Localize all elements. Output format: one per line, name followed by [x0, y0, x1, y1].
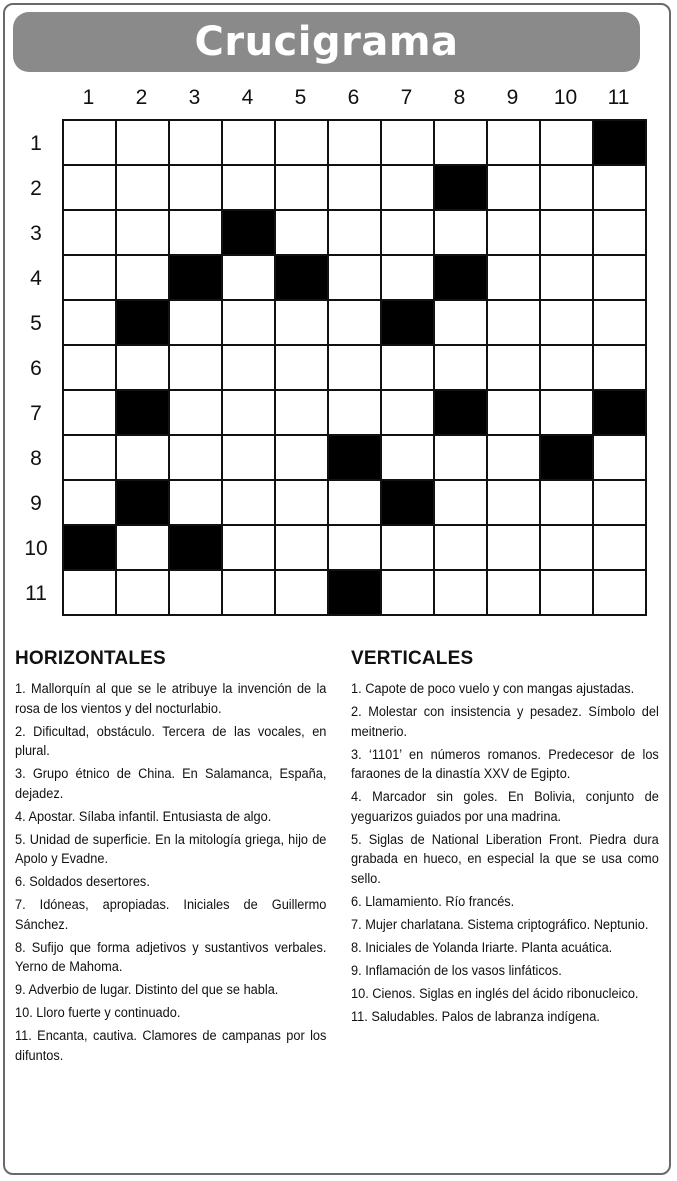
answer-cell[interactable] [329, 121, 382, 166]
column-number: 6 [347, 86, 360, 109]
verticales-clue: 6. Llamamiento. Río francés. [351, 893, 515, 910]
answer-cell[interactable] [541, 391, 594, 436]
answer-cell[interactable] [170, 211, 223, 256]
answer-cell[interactable] [170, 121, 223, 166]
verticales-clue: 2. Molestar con insistencia y pesadez. Símbolo del meitnerio. [351, 704, 659, 740]
verticales-clue: 1. Capote de poco vuelo y con mangas ajustadas. [351, 681, 635, 697]
verticales-clue: 3. ‘1101’ en números romanos. Predecesor de los faraones de la dinastía XXV de Egipto. [351, 746, 659, 782]
answer-cell[interactable] [170, 166, 223, 211]
verticales-heading: VERTICALES [351, 648, 474, 669]
answer-cell[interactable] [223, 256, 276, 301]
verticales-clue: 10. Cienos. Siglas en inglés del ácido ribonucleico. [351, 985, 639, 1002]
answer-cell[interactable] [329, 391, 382, 436]
answer-cell[interactable] [541, 481, 594, 526]
answer-cell[interactable] [64, 256, 117, 301]
black-cell [435, 256, 488, 301]
column-number: 8 [453, 86, 466, 109]
answer-cell[interactable] [170, 481, 223, 526]
answer-cell[interactable] [488, 346, 541, 391]
answer-cell[interactable] [223, 166, 276, 211]
black-cell [170, 526, 223, 571]
answer-cell[interactable] [170, 571, 223, 616]
answer-cell[interactable] [541, 121, 594, 166]
verticales-clue: 8. Iniciales de Yolanda Iriarte. Planta acuática. [351, 939, 613, 956]
answer-cell[interactable] [594, 526, 647, 571]
horizontales-clue: 2. Dificultad, obstáculo. Tercera de las vocales, en plural. [15, 723, 327, 759]
row-number: 6 [30, 356, 42, 380]
row-number: 11 [25, 581, 47, 605]
black-cell [435, 166, 488, 211]
answer-cell[interactable] [170, 391, 223, 436]
answer-cell[interactable] [276, 121, 329, 166]
answer-cell[interactable] [382, 391, 435, 436]
answer-cell[interactable] [382, 121, 435, 166]
answer-cell[interactable] [170, 301, 223, 346]
black-cell [329, 436, 382, 481]
horizontales-section [15, 648, 327, 1070]
row-number: 7 [30, 401, 42, 425]
answer-cell[interactable] [435, 526, 488, 571]
answer-cell[interactable] [64, 121, 117, 166]
answer-cell[interactable] [488, 571, 541, 616]
answer-cell[interactable] [594, 256, 647, 301]
answer-cell[interactable] [117, 436, 170, 481]
answer-cell[interactable] [329, 166, 382, 211]
answer-cell[interactable] [382, 571, 435, 616]
black-cell [594, 121, 647, 166]
black-cell [117, 391, 170, 436]
title-banner [13, 12, 640, 72]
horizontales-clue: 1. Mallorquín al que se le atribuye la invención de la rosa de los vientos y del nocturlabio. [15, 681, 327, 717]
answer-cell[interactable] [276, 481, 329, 526]
answer-cell[interactable] [488, 121, 541, 166]
black-cell [541, 436, 594, 481]
horizontales-clue: 9. Adverbio de lugar. Distinto del que se habla. [15, 982, 279, 998]
answer-cell[interactable] [435, 211, 488, 256]
horizontales-clue: 6. Soldados desertores. [15, 874, 150, 890]
answer-cell[interactable] [329, 481, 382, 526]
answer-cell[interactable] [382, 346, 435, 391]
answer-cell[interactable] [117, 571, 170, 616]
answer-cell[interactable] [329, 346, 382, 391]
row-number: 5 [30, 311, 42, 335]
answer-cell[interactable] [276, 166, 329, 211]
horizontales-clue: 11. Encanta, cautiva. Clamores de campanas por los difuntos. [15, 1028, 327, 1064]
column-number: 2 [135, 86, 148, 109]
row-number: 10 [24, 536, 48, 560]
answer-cell[interactable] [594, 301, 647, 346]
answer-cell[interactable] [117, 211, 170, 256]
black-cell [117, 301, 170, 346]
answer-cell[interactable] [329, 256, 382, 301]
answer-cell[interactable] [435, 571, 488, 616]
answer-cell[interactable] [435, 346, 488, 391]
black-cell [329, 571, 382, 616]
answer-cell[interactable] [64, 571, 117, 616]
black-cell [64, 526, 117, 571]
answer-cell[interactable] [329, 526, 382, 571]
answer-cell[interactable] [541, 571, 594, 616]
answer-cell[interactable] [541, 166, 594, 211]
answer-cell[interactable] [223, 346, 276, 391]
answer-cell[interactable] [488, 436, 541, 481]
row-number: 3 [30, 221, 42, 245]
answer-cell[interactable] [488, 211, 541, 256]
answer-cell[interactable] [382, 436, 435, 481]
answer-cell[interactable] [329, 301, 382, 346]
answer-cell[interactable] [223, 526, 276, 571]
answer-cell[interactable] [276, 436, 329, 481]
row-number: 1 [30, 131, 42, 155]
answer-cell[interactable] [64, 211, 117, 256]
row-number: 8 [30, 446, 42, 470]
answer-cell[interactable] [117, 256, 170, 301]
column-number: 3 [188, 86, 201, 109]
answer-cell[interactable] [276, 571, 329, 616]
horizontales-clue: 10. Lloro fuerte y continuado. [15, 1005, 181, 1021]
horizontales-clue: 7. Idóneas, apropiadas. Iniciales de Guillermo Sánchez. [15, 897, 327, 933]
column-number: 7 [400, 86, 413, 109]
horizontales-list [15, 680, 327, 1066]
answer-cell[interactable] [594, 166, 647, 211]
answer-cell[interactable] [223, 121, 276, 166]
row-number: 2 [30, 176, 42, 200]
answer-cell[interactable] [276, 346, 329, 391]
answer-cell[interactable] [276, 301, 329, 346]
answer-cell[interactable] [223, 436, 276, 481]
answer-cell[interactable] [117, 166, 170, 211]
answer-cell[interactable] [329, 211, 382, 256]
answer-cell[interactable] [223, 571, 276, 616]
verticales-clue: 11. Saludables. Palos de labranza indígena. [351, 1008, 600, 1025]
answer-cell[interactable] [170, 436, 223, 481]
black-cell [117, 481, 170, 526]
answer-cell[interactable] [382, 526, 435, 571]
answer-cell[interactable] [541, 211, 594, 256]
row-number: 9 [30, 491, 42, 515]
verticales-list [351, 680, 659, 1027]
answer-cell[interactable] [488, 301, 541, 346]
verticales-clue: 9. Inflamación de los vasos linfáticos. [351, 962, 562, 979]
verticales-clue: 5. Siglas de National Liberation Front. Piedra dura grabada en hueco, en especial la que se usa como sello. [351, 831, 659, 887]
answer-cell[interactable] [223, 301, 276, 346]
verticales-section [351, 648, 659, 1031]
column-number: 10 [553, 86, 578, 109]
column-number: 4 [241, 86, 254, 109]
black-cell [382, 301, 435, 346]
answer-cell[interactable] [435, 301, 488, 346]
answer-cell[interactable] [170, 346, 223, 391]
black-cell [223, 211, 276, 256]
answer-cell[interactable] [435, 121, 488, 166]
answer-cell[interactable] [488, 481, 541, 526]
column-number: 9 [506, 86, 519, 109]
answer-cell[interactable] [117, 346, 170, 391]
page-title: Crucigrama [194, 19, 459, 65]
answer-cell[interactable] [488, 256, 541, 301]
column-number: 11 [607, 86, 630, 109]
answer-cell[interactable] [64, 166, 117, 211]
verticales-clue: 7. Mujer charlatana. Sistema criptográfico. Neptunio. [351, 916, 649, 933]
verticales-clue: 4. Marcador sin goles. En Bolivia, conjunto de yeguarizos guiados por una madrina. [351, 789, 659, 825]
answer-cell[interactable] [382, 256, 435, 301]
answer-cell[interactable] [64, 391, 117, 436]
horizontales-heading: HORIZONTALES [15, 648, 166, 669]
horizontales-clue: 4. Apostar. Sílaba infantil. Entusiasta de algo. [15, 808, 272, 825]
answer-cell[interactable] [64, 481, 117, 526]
answer-cell[interactable] [488, 166, 541, 211]
answer-cell[interactable] [541, 301, 594, 346]
black-cell [435, 391, 488, 436]
answer-cell[interactable] [435, 481, 488, 526]
answer-cell[interactable] [276, 211, 329, 256]
answer-cell[interactable] [435, 436, 488, 481]
black-cell [382, 481, 435, 526]
answer-cell[interactable] [223, 481, 276, 526]
horizontales-clue: 5. Unidad de superficie. En la mitología griega, hijo de Apolo y Evadne. [15, 831, 327, 867]
answer-cell[interactable] [541, 526, 594, 571]
black-cell [594, 391, 647, 436]
horizontales-clue: 8. Sufijo que forma adjetivos y sustantivos verbales. Yerno de Mahoma. [15, 939, 327, 975]
answer-cell[interactable] [488, 526, 541, 571]
answer-cell[interactable] [276, 526, 329, 571]
answer-cell[interactable] [594, 211, 647, 256]
answer-cell[interactable] [117, 526, 170, 571]
black-cell [170, 256, 223, 301]
answer-cell[interactable] [117, 121, 170, 166]
answer-cell[interactable] [594, 346, 647, 391]
column-number: 5 [294, 86, 307, 109]
answer-cell[interactable] [541, 346, 594, 391]
answer-cell[interactable] [594, 436, 647, 481]
answer-cell[interactable] [382, 166, 435, 211]
answer-cell[interactable] [594, 481, 647, 526]
horizontales-clue: 3. Grupo étnico de China. En Salamanca, España, dejadez. [15, 766, 327, 802]
answer-cell[interactable] [541, 256, 594, 301]
row-number: 4 [30, 266, 42, 290]
black-cell [276, 256, 329, 301]
answer-cell[interactable] [594, 571, 647, 616]
answer-cell[interactable] [64, 301, 117, 346]
answer-cell[interactable] [488, 391, 541, 436]
answer-cell[interactable] [64, 346, 117, 391]
answer-cell[interactable] [223, 391, 276, 436]
column-number: 1 [82, 86, 95, 109]
answer-cell[interactable] [64, 436, 117, 481]
answer-cell[interactable] [276, 391, 329, 436]
crossword-grid [62, 119, 647, 616]
answer-cell[interactable] [382, 211, 435, 256]
